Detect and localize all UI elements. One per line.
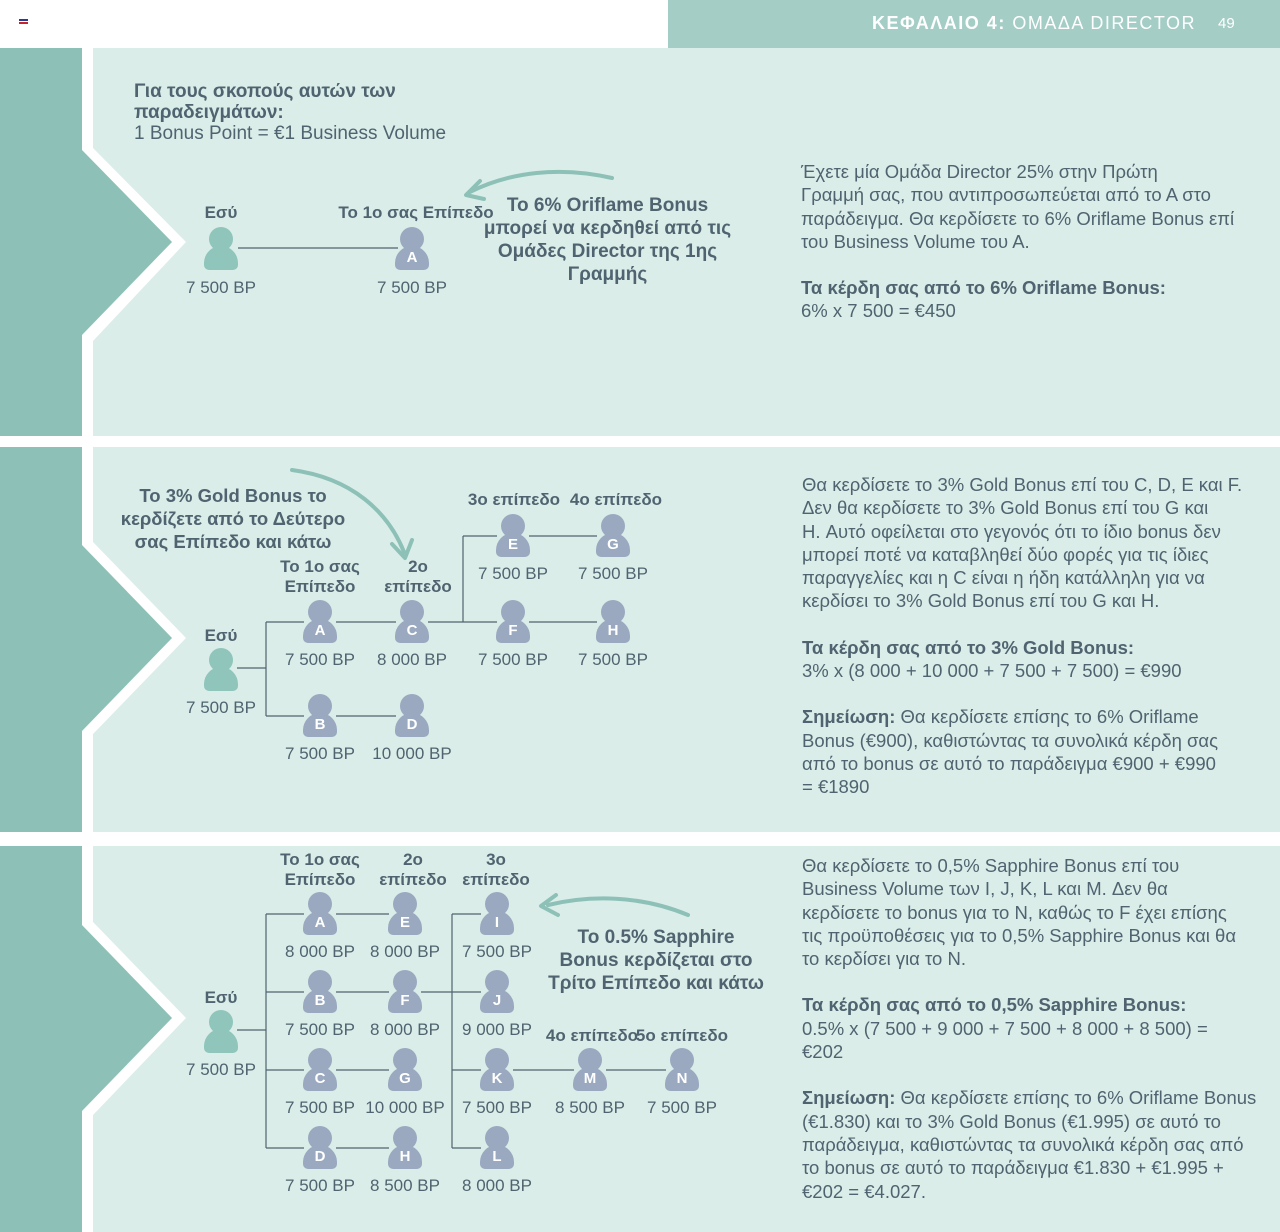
member-bp: 7 500 BP — [578, 650, 648, 669]
you-label: Εσύ — [204, 626, 238, 645]
level2-label: 2ο επίπεδο — [379, 850, 447, 889]
level4-label: 4ο επίπεδο — [569, 490, 663, 509]
you-bp: 7 500 BP — [186, 1060, 256, 1079]
oriflame-bonus-callout: Το 6% Oriflame Bonus μπορεί να κερδηθεί από τις Ομάδες Director της 1ης Γραμμής — [483, 195, 732, 285]
level2-label: 2ο επίπεδο — [384, 557, 452, 596]
member-bp: 7 500 BP — [285, 744, 355, 763]
member-bp: 7 500 BP — [478, 564, 548, 583]
panel2-explanation: Θα κερδίσετε το 3% Gold Bonus επί του C, D, E και F. Δεν θα κερδίσετε το 3% Gold Bonus επί του G και H. Αυτό οφείλεται στο γεγονός ότι το ίδιο bonus δεν μπορεί ποτέ να καταβληθεί δύο φορές για τις ίδιες παραγγελίες και η C είναι η ήδη κατάλληλη για να κερδίσει το 3% Gold Bonus επί του G και H. Τα κέρδη σας από το 3% Gold Bonus: 3% x (8 000 + 10 000 + 7 500 + 7 500) = €990 Σημείωση: Θα κερδίσετε επίσης το 6% Oriflame Bonus (€900), καθιστώντας τα συνολικά κέρδη σας από το bonus σε αυτό το παράδειγμα €900 + €990 = €1890 — [802, 474, 1243, 798]
member-bp: 7 500 BP — [462, 942, 532, 961]
member-bp: 8 500 BP — [555, 1098, 625, 1117]
level1-label: Το 1ο σας Επίπεδο — [338, 203, 494, 222]
panel1-explanation: Έχετε μία Ομάδα Director 25% στην Πρώτη Γραμμή σας, που αντιπροσωπεύεται από το Α στο παράδειγμα. Θα κερδίσετε το 6% Oriflame Bonus επί του Business Volume του Α. Τα κέρδη σας από το 6% Oriflame Bonus: 6% x 7 500 = €450 — [801, 161, 1235, 322]
member-node-icon: A — [303, 600, 337, 644]
member-bp: 7 500 BP — [478, 650, 548, 669]
member-node-icon: M — [573, 1048, 607, 1092]
member-bp: 10 000 BP — [365, 1098, 445, 1117]
member-node-icon: B — [303, 694, 337, 738]
examples-intro: Για τους σκοπούς αυτών των παραδειγμάτων: 1 Bonus Point = €1 Business Volume — [134, 81, 447, 144]
member-node-icon: D — [303, 1126, 337, 1170]
member-node-icon: H — [388, 1126, 422, 1170]
level5-label: 5ο επίπεδο — [635, 1026, 729, 1045]
member-bp: 7 500 BP — [462, 1098, 532, 1117]
level3-label: 3ο επίπεδο — [467, 490, 561, 509]
level3-label: 3ο επίπεδο — [462, 850, 530, 889]
member-bp: 7 500 BP — [285, 1098, 355, 1117]
you-node-icon — [204, 227, 238, 271]
level1-label: Το 1ο σας Επίπεδο — [280, 850, 360, 889]
member-node-icon: E — [496, 514, 530, 558]
page-number: 49 — [1218, 15, 1235, 32]
member-node-icon: D — [395, 694, 429, 738]
member-node-icon: E — [388, 892, 422, 936]
member-node-icon: L — [480, 1126, 514, 1170]
member-bp: 8 500 BP — [370, 1176, 440, 1195]
member-bp: 7 500 BP — [578, 564, 648, 583]
member-node-icon: A — [395, 227, 429, 271]
member-node-icon: F — [496, 600, 530, 644]
you-label: Εσύ — [204, 203, 238, 222]
member-node-icon: G — [388, 1048, 422, 1092]
member-node-icon: I — [480, 892, 514, 936]
member-node-icon: F — [388, 970, 422, 1014]
member-bp: 8 000 BP — [377, 650, 447, 669]
member-node-icon: J — [480, 970, 514, 1014]
member-bp: 8 000 BP — [285, 942, 355, 961]
member-node-icon: K — [480, 1048, 514, 1092]
you-node-icon — [204, 1010, 238, 1054]
level4-label: 4ο επίπεδο — [545, 1026, 639, 1045]
chapter-title: ΚΕΦΑΛΑΙΟ 4: ΟΜΑΔΑ DIRECTOR — [872, 13, 1197, 33]
you-node-icon — [204, 648, 238, 692]
sapphire-bonus-callout: Το 0.5% Sapphire Bonus κερδίζεται στο Τρίτο Επίπεδο και κάτω — [548, 927, 764, 994]
member-node-icon: A — [303, 892, 337, 936]
panel3-explanation: Θα κερδίσετε το 0,5% Sapphire Bonus επί του Business Volume των I, J, K, L και M. Δεν θα κερδίσετε το bonus για το N, καθώς το F έχει επίσης τις προϋποθέσεις για το 0,5% Sapphire Bonus και θα το κερδίσει για το N. Τα κέρδη σας από το 0,5% Sapphire Bonus: 0.5% x (7 500 + 9 000 + 7 500 + 8 000 + 8 500) = €202 Σημείωση: Θα κερδίσετε επίσης το 6% Oriflame Bonus (€1.830) και το 3% Gold Bonus (€1.995) σε αυτό το παράδειγμα, καθιστώντας τα συνολικά κέρδη σας από το bonus σε αυτό το παράδειγμα €1.830 + €1.995 + €202 = €4.027. — [802, 855, 1257, 1202]
member-bp: 8 000 BP — [370, 1020, 440, 1039]
you-label: Εσύ — [204, 988, 238, 1007]
member-node-icon: B — [303, 970, 337, 1014]
member-node-icon: C — [303, 1048, 337, 1092]
level1-label: Το 1ο σας Επίπεδο — [280, 557, 360, 596]
member-node-icon: H — [596, 600, 630, 644]
member-bp: 7 500 BP — [647, 1098, 717, 1117]
member-bp: 9 000 BP — [462, 1020, 532, 1039]
member-bp: 7 500 BP — [285, 650, 355, 669]
member-bp: 8 000 BP — [370, 942, 440, 961]
gold-bonus-callout: Το 3% Gold Bonus το κερδίζετε από το Δεύτερο σας Επίπεδο και κάτω — [120, 485, 346, 552]
member-bp: 7 500 BP — [285, 1176, 355, 1195]
member-bp: 8 000 BP — [462, 1176, 532, 1195]
you-bp: 7 500 BP — [186, 698, 256, 717]
member-node-icon: G — [596, 514, 630, 558]
member-bp: 10 000 BP — [372, 744, 452, 763]
member-bp: 7 500 BP — [377, 278, 447, 297]
you-bp: 7 500 BP — [186, 278, 256, 297]
member-node-icon: C — [395, 600, 429, 644]
member-bp: 7 500 BP — [285, 1020, 355, 1039]
member-node-icon: N — [665, 1048, 699, 1092]
